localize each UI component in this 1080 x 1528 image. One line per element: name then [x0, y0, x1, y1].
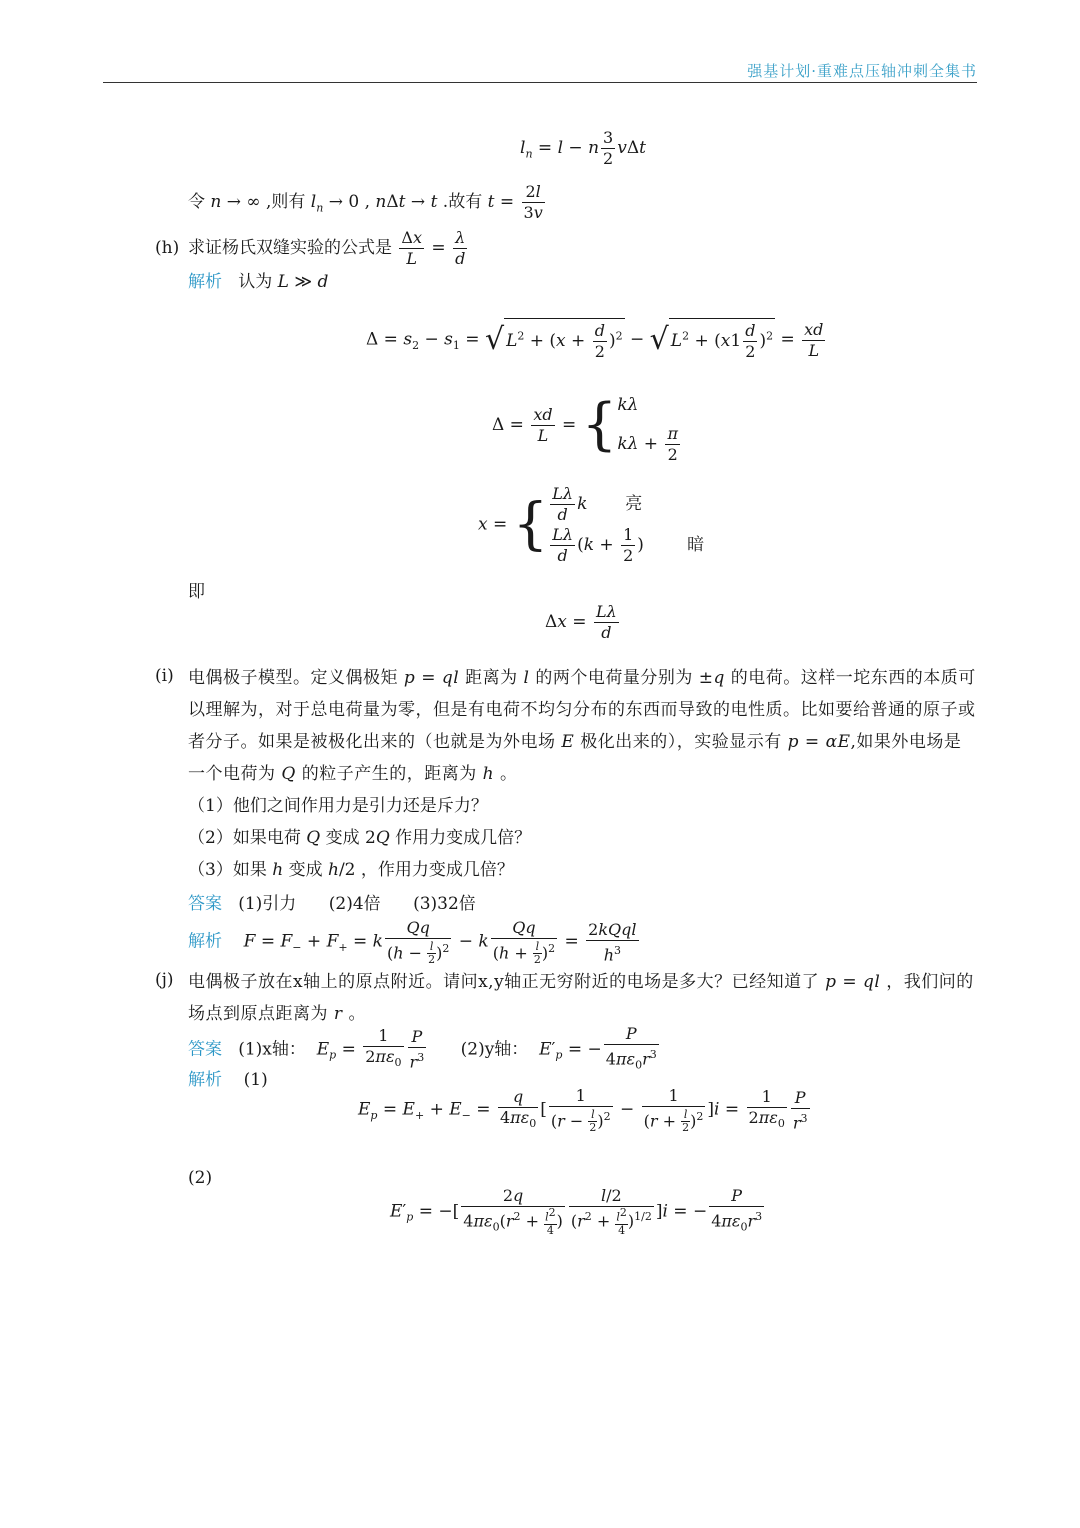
item-h-label: (h): [155, 238, 180, 258]
limit-line: 令 n → ∞ ,则有 $l_n \to 0$ , nΔt → t .故有 t = $\frac{2l}{3v}$: [188, 182, 543, 222]
equation-ep-prime: $E'_p$ = −[ 2q $4\pi\varepsilon_0(r^2$ + $\frac{l^2}{4}$ ) l/2 ($r^2$ + $\frac{l^2}{4}$ )$^{1/2}$ ]i = − $\frac{P}{4\pi\varepsilon_0r^3}$: [390, 1186, 763, 1238]
jiexi-tag: 解析: [188, 1070, 222, 1090]
daan-tag: 答案: [188, 1039, 222, 1060]
item-h-jiexi: 解析 认为 L ≫ d: [188, 272, 329, 292]
equation-path-difference: $\Delta = s_2 - s_1$ = √ $L^2 + (x$ + $\frac{d}{2}$ )$^2$ − √ $L^2 + (x1$ $\frac{d}{2}$ )$^2$ = $\frac{xd}{L}$: [366, 319, 824, 361]
equation-delta-x: Δx = $\frac{L\lambda}{d}$: [545, 602, 617, 642]
equation-ep: $E_p = E_+ + E_-$ = $\frac{q}{4\pi\varepsilon_0}$ [ 1 (r − $\frac{l}{2}$ )$^2$ − 1 (r + $\frac{l}{2}$ )$^2$ ]i = $\frac{1}{2\pi\varepsilon_0}$ $\frac{P}{r^3}$: [358, 1086, 808, 1135]
item-i-q2: （2）如果电荷 Q 变成 2Q 作用力变成几倍？: [188, 828, 532, 848]
item-h-question: 求证杨氏双缝实验的公式是 $\frac{\Delta x}{L}$ = $\frac{\lambda}{d}$: [188, 228, 466, 268]
item-j-label: (j): [155, 970, 174, 990]
jiexi-tag: 解析: [188, 931, 222, 952]
equation-x-cases: x = { $\frac{L\lambda}{d}$ k 亮 $\frac{L\lambda}{d}$ (k + $\frac{1}{2}$ ) 暗: [478, 484, 705, 565]
item-i-paragraph: 电偶极子模型。定义偶极矩 p = ql 距离为 l 的两个电荷量分别为 ±q 的电荷。这样一坨东西的本质可以理解为，对于总电荷量为零，但是有电荷不均匀分布的东西而导致的电性质。比如要给普通的原子或者分子。如果是被极化出来的（也就是为外电场 E 极化出来的），实验显示有 p = αE,如果外电场是一个电荷为 Q 的粒子产生的，距离为 h 。: [188, 668, 976, 784]
item-j-answer: 答案 (1)x轴： $E_p$ = $\frac{1}{2\pi\varepsilon_0}$ $\frac{P}{r^3}$ (2)y轴： $E'_p$ = − $\frac{P}{4\pi\varepsilon_0r^3}$: [188, 1024, 661, 1076]
item-j-paragraph: 电偶极子放在x轴上的原点附近。请问x,y轴正无穷附近的电场是多大？已经知道了 p = ql ，我们问的场点到原点距离为 r 。: [188, 972, 974, 1024]
equation-ln: $l_n = l - n$ $\frac{3}{2}$ vΔt: [520, 128, 646, 168]
daan-tag: 答案: [188, 894, 222, 914]
item-j-jiexi: 解析 (1): [188, 1070, 268, 1090]
jiexi-tag: 解析: [188, 272, 222, 292]
header-rule: [103, 82, 977, 83]
item-i-q3: （3）如果 h 变成 h/2 ，作用力变成几倍？: [188, 860, 514, 880]
running-header: 强基计划·重难点压轴冲刺全集书: [747, 62, 977, 80]
item-i-jiexi: 解析 $F = F_- + F_+ = k$ Qq (h − $\frac{l}{2}$ )$^2$ − k Qq (h + $\frac{l}{2}$ )$^2$ = $\frac{\text{2kQql}}{h^3}$: [188, 918, 637, 967]
item-i-answer: 答案 (1)引力 (2)4倍 (3)32倍: [188, 894, 476, 914]
ji-text: 即: [188, 582, 205, 602]
item-i-label: (i): [155, 666, 174, 686]
part-2-label: (2): [188, 1168, 213, 1188]
equation-delta-cases: Δ = $\frac{xd}{L}$ = { kλ kλ + $\frac{\pi}{2}$: [492, 392, 678, 464]
item-i-q1: （1）他们之间作用力是引力还是斥力？: [188, 796, 488, 816]
